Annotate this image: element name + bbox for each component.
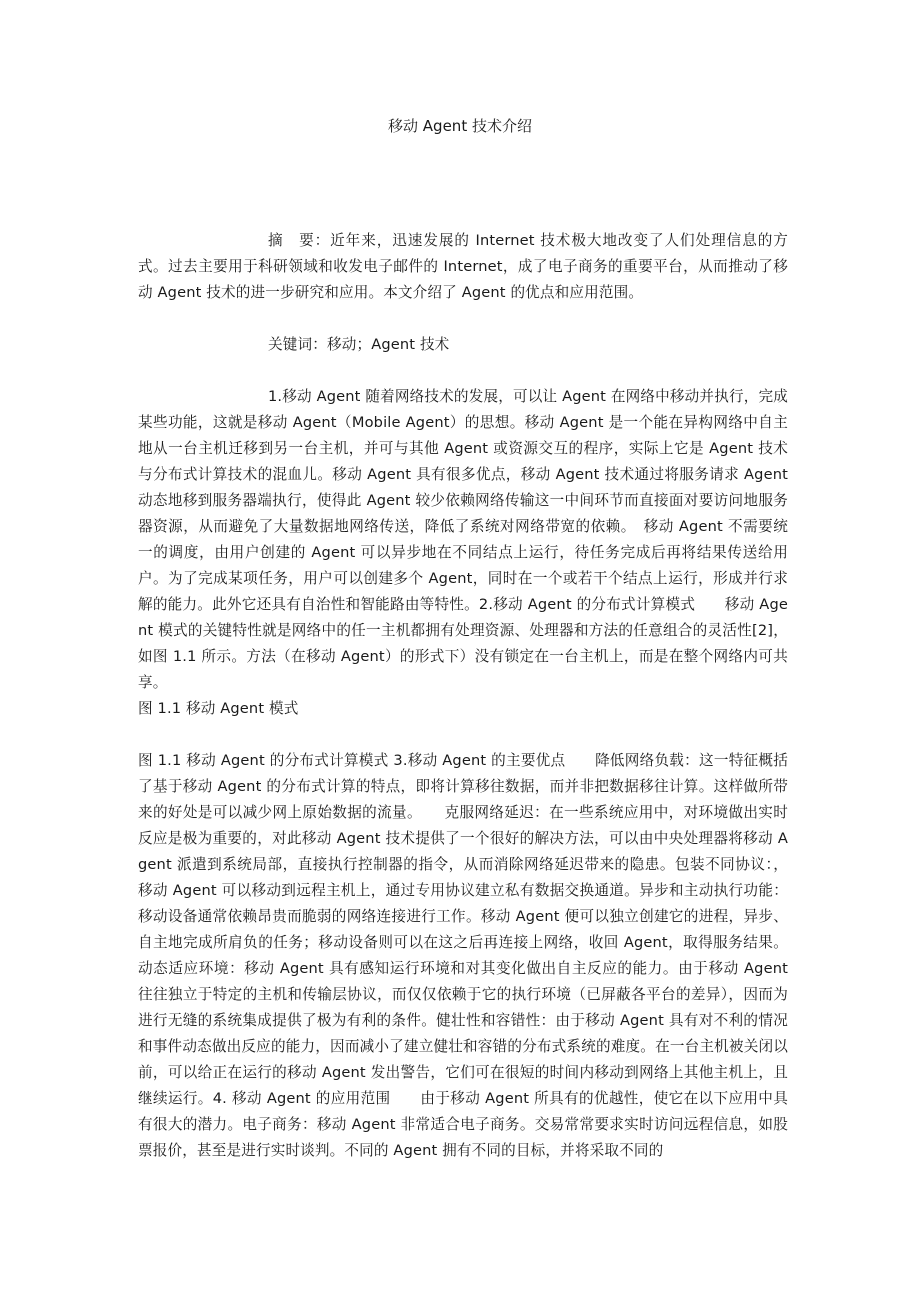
body-section-1: [138, 384, 788, 722]
body-paragraph-2: 图 1.1 移动 Agent 的分布式计算模式 3.移动 Agent 的主要优点 降低网络负载：这一特征概括了基于移动 Agent 的分布式计算的特点，即将计算移往数据，而并非把数据移往计算。这样做所带来的好处是可以减少网上原始数据的流量。 克服网络延迟：在一些系统应用中，对环境做出实时反应是极为重要的，对此移动 Agent 技术提供了一个很好的解决方法，可以由中央处理器将移动 Agent 派遣到系统局部，直接执行控制器的指令，从而消除网络延迟带来的隐患。包装不同协议：，移动 Agent 可以移动到远程主机上，通过专用协议建立私有数据交换通道。异步和主动执行功能：移动设备通常依赖昂贵而脆弱的网络连接进行工作。移动 Agent 便可以独立创建它的进程，异步、自主地完成所肩负的任务；移动设备则可以在这之后再连接上网络，收回 Agent，取得服务结果。动态适应环境：移动 Agent 具有感知运行环境和对其变化做出自主反应的能力。由于移动 Agent 往往独立于特定的主机和传输层协议，而仅仅依赖于它的执行环境（已屏蔽各平台的差异），因而为进行无缝的系统集成提供了极为有利的条件。健壮性和容错性：由于移动 Agent 具有对不利的情况和事件动态做出反应的能力，因而减小了建立健壮和容错的分布式系统的难度。在一台主机被关闭以前，可以给正在运行的移动 Agent 发出警告，它们可在很短的时间内移动到网络上其他主机上，且继续运行。4. 移动 Agent 的应用范围 由于移动 Agent 所具有的优越性，使它在以下应用中具有很大的潜力。电子商务：移动 Agent 非常适合电子商务。交易常常要求实时访问远程信息，如股票报价，甚至是进行实时谈判。不同的 Agent 拥有不同的目标，并将采取不同的: [138, 752, 788, 1159]
keywords-line: 关键词：移动；Agent 技术: [268, 336, 450, 353]
abstract-paragraph: 摘 要：近年来，迅速发展的 Internet 技术极大地改变了人们处理信息的方式。过去主要用于科研领域和收发电子邮件的 Internet，成了电子商务的重要平台，从而推动了移动 Agent 技术的进一步研究和应用。本文介绍了 Agent 的优点和应用范围。: [138, 232, 788, 301]
figure-caption: 图 1.1 移动 Agent 模式: [138, 700, 299, 717]
body-paragraph-1: 1.移动 Agent 随着网络技术的发展，可以让 Agent 在网络中移动并执行，完成某些功能，这就是移动 Agent（Mobile Agent）的思想。移动 Agent 是一个能在异构网络中自主地从一台主机迁移到另一台主机，并可与其他 Agent 或资源交互的程序，实际上它是 Agent 技术与分布式计算技术的混血儿。移动 Agent 具有很多优点，移动 Agent 技术通过将服务请求 Agent 动态地移到服务器端执行，使得此 Agent 较少依赖网络传输这一中间环节而直接面对要访问地服务器资源，从而避免了大量数据地网络传送，降低了系统对网络带宽的依赖。 移动 Agent 不需要统一的调度，由用户创建的 Agent 可以异步地在不同结点上运行，待任务完成后再将结果传送给用户。为了完成某项任务，用户可以创建多个 Agent，同时在一个或若干个结点上运行，形成并行求解的能力。此外它还具有自治性和智能路由等特性。2.移动 Agent 的分布式计算模式 移动 Agent 模式的关键特性就是网络中的任一主机都拥有处理资源、处理器和方法的任意组合的灵活性[2]，如图 1.1 所示。方法（在移动 Agent）的形式下）没有锁定在一台主机上，而是在整个网络内可共享。: [138, 388, 788, 691]
document-title: 移动 Agent 技术介绍: [388, 117, 532, 135]
